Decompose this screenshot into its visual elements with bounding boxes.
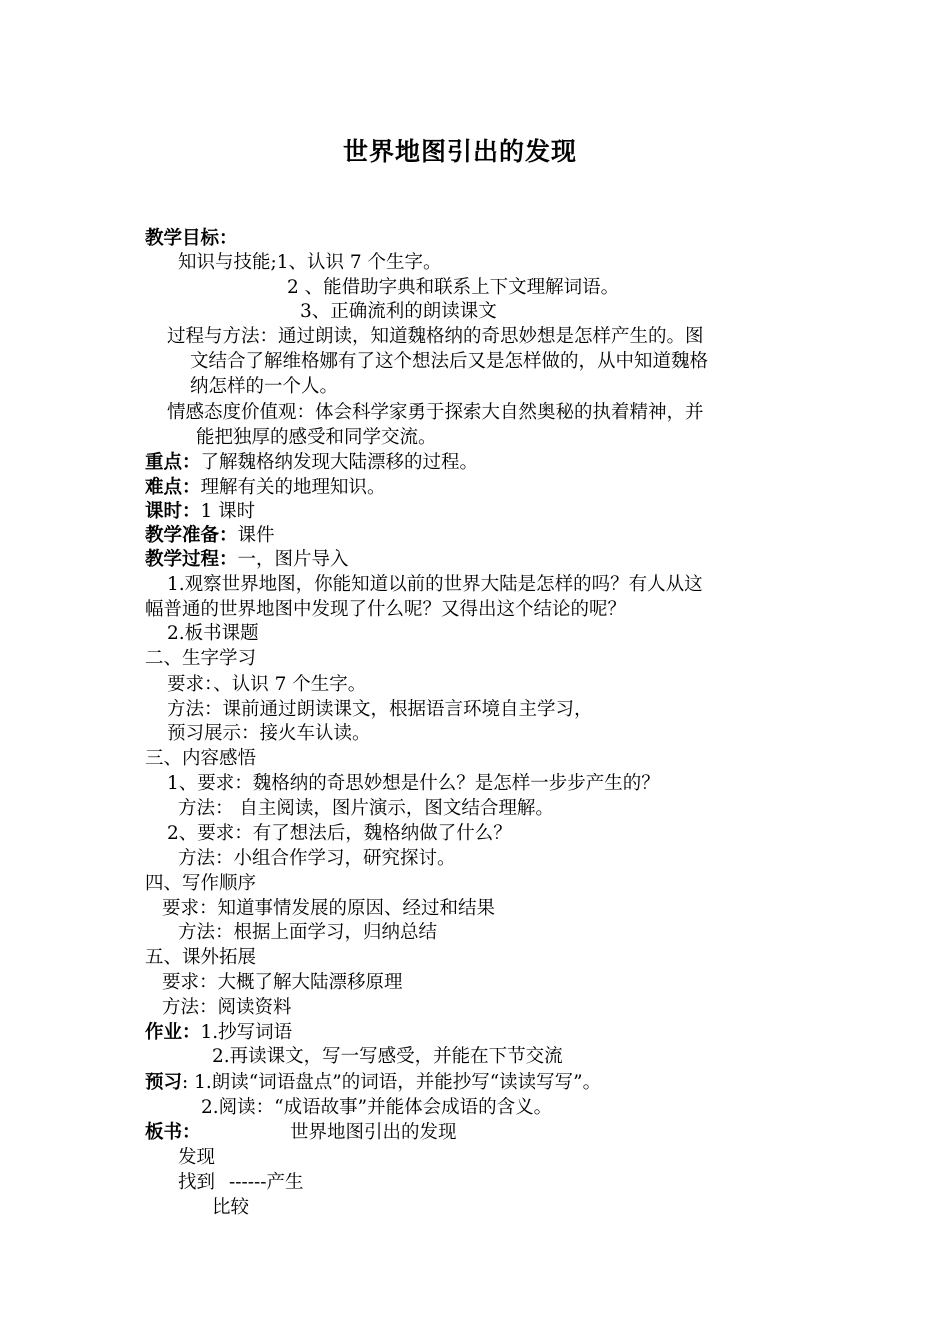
preview: [145, 1071, 601, 1095]
key-point: [145, 451, 478, 475]
preview-item-1: : 1.朗读“词语盘点”的词语，并能抄写“读读写写”。: [182, 1072, 602, 1093]
part2-req: 要求：、认识 7 个生字。: [167, 674, 367, 695]
difficulty-label: 难点：: [145, 477, 201, 498]
board-word-find-text: 找到: [178, 1172, 216, 1193]
part5-req: 要求：大概了解大陆漂移原理: [162, 972, 403, 993]
class-hours-text: 1 课时: [200, 501, 256, 522]
part5-title: 五、课外拓展: [145, 947, 257, 968]
difficulty-text: 理解有关的地理知识。: [200, 477, 386, 498]
difficulty: [145, 476, 386, 500]
knowledge-line: [178, 251, 442, 275]
key-point-label: 重点：: [145, 452, 201, 473]
process-method-line-3: 纳怎样的一个人。: [190, 376, 339, 397]
emotion-line-1: 情感态度价值观：体会科学家勇于探索大自然奥秘的执着精神，并: [167, 402, 704, 423]
objectives-label: 教学目标：: [145, 228, 238, 249]
knowledge-label: 知识与技能;: [178, 252, 277, 273]
part3-req2: 2、要求：有了想法后，魏格纳做了什么？: [167, 823, 512, 844]
procedure-heading: [145, 548, 349, 572]
board-word-discover: 发现: [178, 1147, 216, 1168]
class-hours-label: 课时：: [145, 501, 201, 522]
part1-item1-line2: 幅普通的世界地图中发现了什么呢？又得出这个结论的呢？: [145, 599, 627, 620]
part3-req1: 1、要求：魏格纳的奇思妙想是什么？是怎样一步步产生的？: [167, 773, 660, 794]
part4-req: 要求：知道事情发展的原因、经过和结果: [162, 898, 496, 919]
knowledge-item-2: 2 、能借助字典和联系上下文理解词语。: [287, 277, 620, 298]
homework-item-2: 2.再读课文，写一写感受，并能在下节交流: [212, 1046, 563, 1067]
knowledge-item-1: 1、认识 7 个生字。: [276, 252, 442, 273]
key-point-text: 了解魏格纳发现大陆漂移的过程。: [200, 452, 479, 473]
board-title: 世界地图引出的发现: [290, 1122, 457, 1143]
procedure-part1-title: 一，图片导入: [237, 549, 349, 570]
part1-item1-line1: 1.观察世界地图，你能知道以前的世界大陆是怎样的吗？有人从这: [167, 574, 703, 595]
part4-title: 四、写作顺序: [145, 873, 257, 894]
part1-item2: 2.板书课题: [167, 623, 259, 644]
part4-method: 方法：根据上面学习，归纳总结: [178, 922, 438, 943]
homework-item-1: 1.抄写词语: [200, 1022, 293, 1043]
homework: [145, 1021, 292, 1045]
part5-method: 方法：阅读资料: [162, 997, 292, 1018]
part2-preview: 预习展示：接火车认读。: [167, 723, 371, 744]
board-word-find: [178, 1171, 304, 1195]
part3-method1: 方法： 自主阅读，图片演示，图文结合理解。: [178, 798, 554, 819]
process-method-line-1: 过程与方法：通过朗读，知道魏格纳的奇思妙想是怎样产生的。图: [167, 326, 704, 347]
board-word-produce: ------产生: [229, 1172, 304, 1193]
page-title: 世界地图引出的发现: [342, 137, 577, 166]
board-label: 板书：: [145, 1122, 201, 1143]
emotion-line-2: 能把独厚的感受和同学交流。: [196, 427, 437, 448]
part2-method: 方法：课前通过朗读课文，根据语言环境自主学习，: [167, 699, 593, 720]
board-word-compare: 比较: [212, 1197, 250, 1218]
preparation: [145, 524, 275, 548]
preparation-label: 教学准备：: [145, 525, 238, 546]
class-hours: [145, 500, 255, 524]
knowledge-item-3: 3、正确流利的朗读课文: [300, 301, 497, 322]
part3-title: 三、内容感悟: [145, 748, 257, 769]
procedure-label: 教学过程：: [145, 549, 238, 570]
process-method-line-2: 文结合了解维格娜有了这个想法后又是怎样做的，从中知道魏格: [190, 351, 709, 372]
preparation-text: 课件: [237, 525, 275, 546]
preview-item-2: 2.阅读：“成语故事”并能体会成语的含义。: [201, 1097, 553, 1118]
part3-method2: 方法：小组合作学习，研究探讨。: [178, 848, 456, 869]
homework-label: 作业：: [145, 1022, 201, 1043]
part2-title: 二、生字学习: [145, 648, 257, 669]
preview-label: 预习: [145, 1072, 183, 1093]
